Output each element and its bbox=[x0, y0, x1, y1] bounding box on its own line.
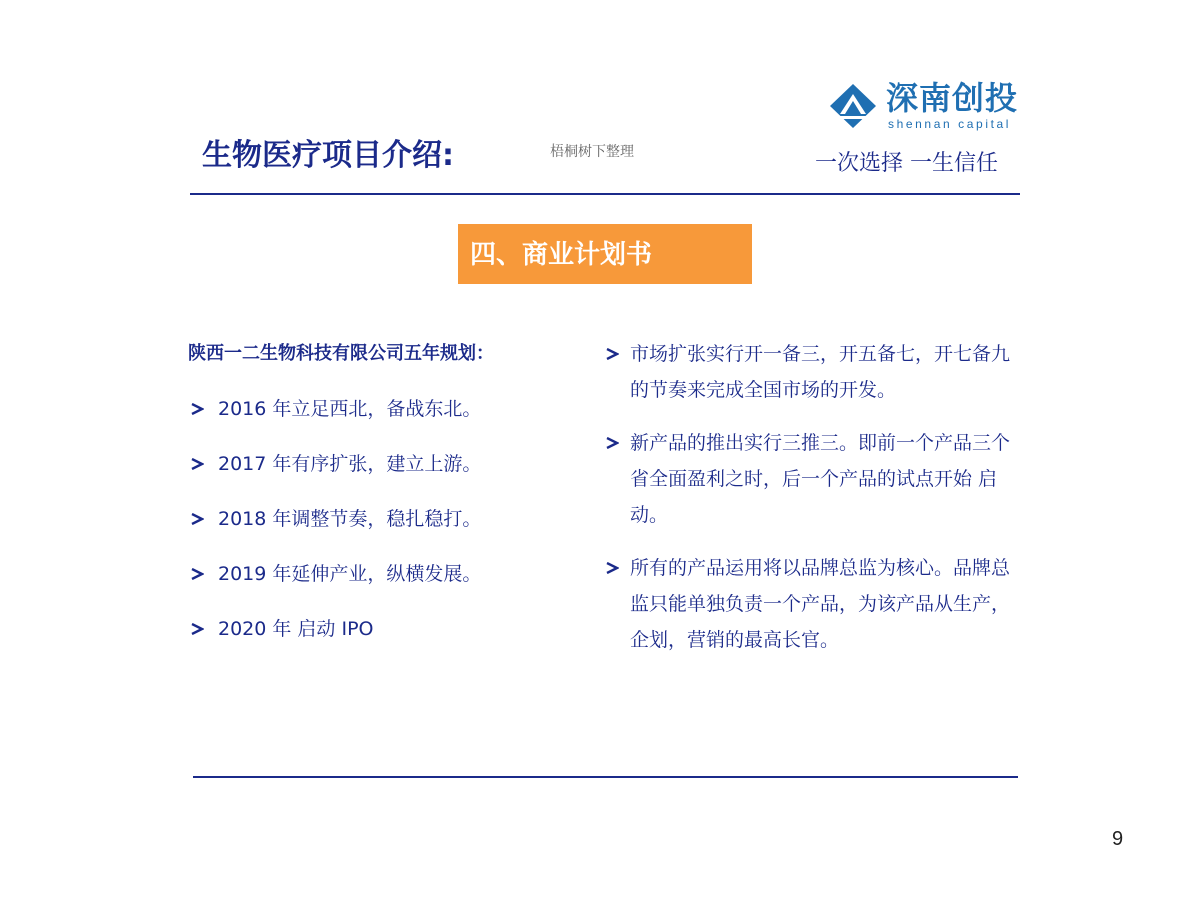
arrow-bullet-icon bbox=[190, 391, 206, 427]
list-item-text: 2019 年延伸产业，纵横发展。 bbox=[218, 563, 482, 585]
arrow-bullet-icon bbox=[605, 550, 621, 586]
arrow-bullet-icon bbox=[605, 336, 621, 372]
arrow-bullet-icon bbox=[190, 446, 206, 482]
list-item bbox=[603, 336, 1013, 408]
company-logo bbox=[828, 80, 1028, 136]
arrow-bullet-icon bbox=[605, 425, 621, 461]
list-item-text: 新产品的推出实行三推三。即前一个产品三个省全面盈利之时，后一个产品的试点开始 启动。 bbox=[630, 432, 1011, 526]
logo-mark-icon bbox=[828, 82, 878, 130]
list-item bbox=[603, 425, 1013, 533]
list-item bbox=[188, 611, 568, 647]
list-item bbox=[188, 556, 568, 592]
five-year-plan bbox=[188, 336, 568, 666]
list-item-text: 2018 年调整节奏，稳扎稳打。 bbox=[218, 508, 482, 530]
arrow-bullet-icon bbox=[190, 611, 206, 647]
list-item-text: 所有的产品运用将以品牌总监为核心。品牌总监只能单独负责一个产品，为该产品从生产，企划，营销的最高长官。 bbox=[630, 557, 1011, 651]
slogan: 一次选择 一生信任 bbox=[815, 151, 998, 176]
plan-list bbox=[188, 391, 568, 647]
logo-name-en: shennan capital bbox=[888, 117, 1012, 131]
strategy-points bbox=[603, 336, 1023, 675]
watermark-text: 梧桐树下整理 bbox=[550, 144, 634, 160]
list-item bbox=[603, 550, 1013, 658]
section-banner bbox=[458, 224, 752, 284]
list-item bbox=[188, 501, 568, 537]
section-title: 四、商业计划书 bbox=[470, 240, 653, 270]
page-number: 9 bbox=[1112, 828, 1124, 850]
footer-divider bbox=[193, 776, 1018, 778]
page-title: 生物医疗项目介绍: bbox=[202, 138, 454, 173]
arrow-bullet-icon bbox=[190, 556, 206, 592]
plan-heading: 陕西一二生物科技有限公司五年规划： bbox=[188, 343, 494, 364]
list-item-text: 2020 年 启动 IPO bbox=[218, 618, 374, 640]
logo-name-cn: 深南创投 bbox=[886, 79, 1019, 117]
arrow-bullet-icon bbox=[190, 501, 206, 537]
list-item bbox=[188, 391, 568, 427]
strategy-list bbox=[603, 336, 1023, 658]
list-item bbox=[188, 446, 568, 482]
header-divider bbox=[190, 193, 1020, 195]
list-item-text: 2017 年有序扩张，建立上游。 bbox=[218, 453, 482, 475]
list-item-text: 2016 年立足西北，备战东北。 bbox=[218, 398, 482, 420]
list-item-text: 市场扩张实行开一备三，开五备七，开七备九的节奏来完成全国市场的开发。 bbox=[630, 343, 1011, 401]
